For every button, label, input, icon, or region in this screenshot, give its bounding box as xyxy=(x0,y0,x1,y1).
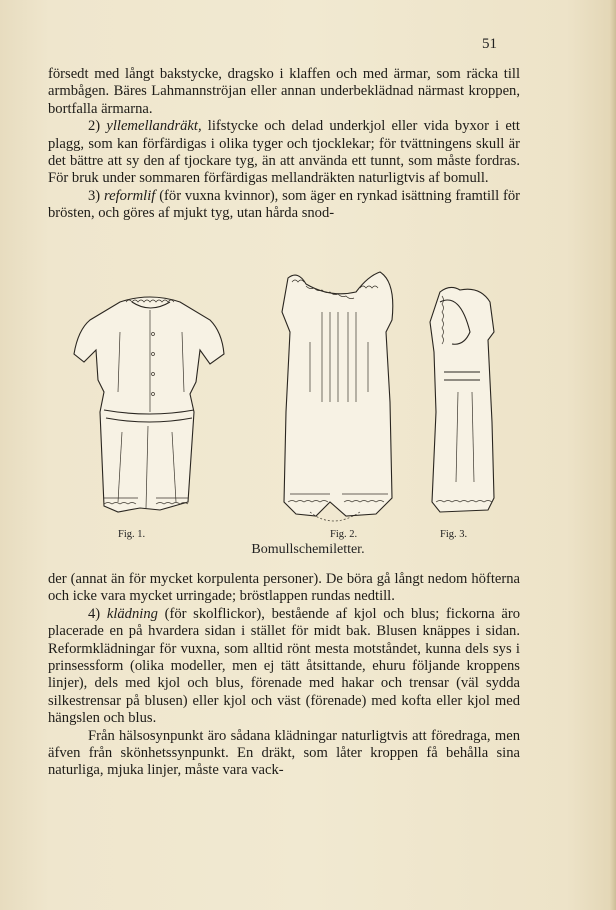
paragraph-text: Från hälsosynpunkt äro sådana klädningar naturligtvis att föredraga, men äfven från skönhetssynpunkt. En dräkt, som låter kroppen få behålla sina naturliga, mjuka linjer, måste vara vack- xyxy=(48,727,520,779)
paragraph-p-health xyxy=(48,728,520,780)
paragraph-p-item2 xyxy=(48,118,520,188)
paragraph-text: försedt med långt bakstycke, dragsko i klaffen och med ärmar, som räcka till armbågen. Bäres Lahmannströjan eller annan underbeklädnad närmast kroppen, bortfalla ärmarna. xyxy=(48,66,520,117)
paragraph-text: der (annat än för mycket korpulenta personer). De böra gå långt nedom höfterna och icke vara mycket urringade; bröstlappen rundas nedtill. xyxy=(48,571,520,605)
chemilette-front-with-sleeves-icon xyxy=(74,297,224,512)
paragraph-text: 2) xyxy=(88,118,107,135)
paragraph-text: yllemellandräkt, xyxy=(106,118,202,135)
paragraph-p-item4 xyxy=(48,606,520,728)
paragraph-p-item3 xyxy=(48,188,520,223)
figures-illustration xyxy=(60,262,520,530)
paragraph-text: klädning xyxy=(106,605,158,622)
paragraph-text: 4) xyxy=(88,605,107,622)
paragraph-p-continue-2 xyxy=(48,571,520,606)
page-edge xyxy=(610,0,616,910)
figure-caption: Bomullschemiletter. xyxy=(251,542,365,557)
fig-1-label: Fig. 1. xyxy=(118,529,146,540)
page-number: 51 xyxy=(482,36,497,52)
paragraph-text: 3) xyxy=(88,187,104,204)
chemilette-front-sleeveless-icon xyxy=(282,272,393,521)
fig-3-label: Fig. 3. xyxy=(440,529,468,540)
paragraph-text: (för skolflickor), bestående af kjol och blus; fickorna äro placerade en på hvardera sidan i stället för midt bak. Blusen knäppes i sidan. Reformklädningar för vuxna, som alltid rönt mesta motståndet, kunna dels sys i prinsessform (olika modeller, men ej tätt åtsittande, ehuru följande kroppens linjer), dels med kjol och blus, förenade med hakar och trensar (väl sydda silkestrensar på blusen) eller kjol och väst (förenade) med kofta eller kjol med hängslen och blus. xyxy=(48,605,520,727)
paragraph-p-continue xyxy=(48,66,520,118)
fig-2-label: Fig. 2. xyxy=(330,529,358,540)
top-text-block xyxy=(48,66,520,223)
chemilette-side-view-icon xyxy=(430,287,494,512)
paragraph-text: (för vuxna kvinnor), som äger en rynkad isättning framtill för brösten, och göres af mjukt tyg, utan hårda snod- xyxy=(48,187,520,222)
paragraph-text: lifstycke och delad underkjol eller vida byxor i ett plagg, som kan förfärdigas i olika tyger och tjocklekar; för tvättningens skull är det bättre att sy den af tjockare tyg, än att använda ett tunnt, som måste fordras. För bruk under sommaren förfärdigas mellandräkten naturligtvis af bomull. xyxy=(48,118,520,187)
bottom-text-block xyxy=(48,571,520,780)
paragraph-text: reformlif xyxy=(104,187,156,204)
